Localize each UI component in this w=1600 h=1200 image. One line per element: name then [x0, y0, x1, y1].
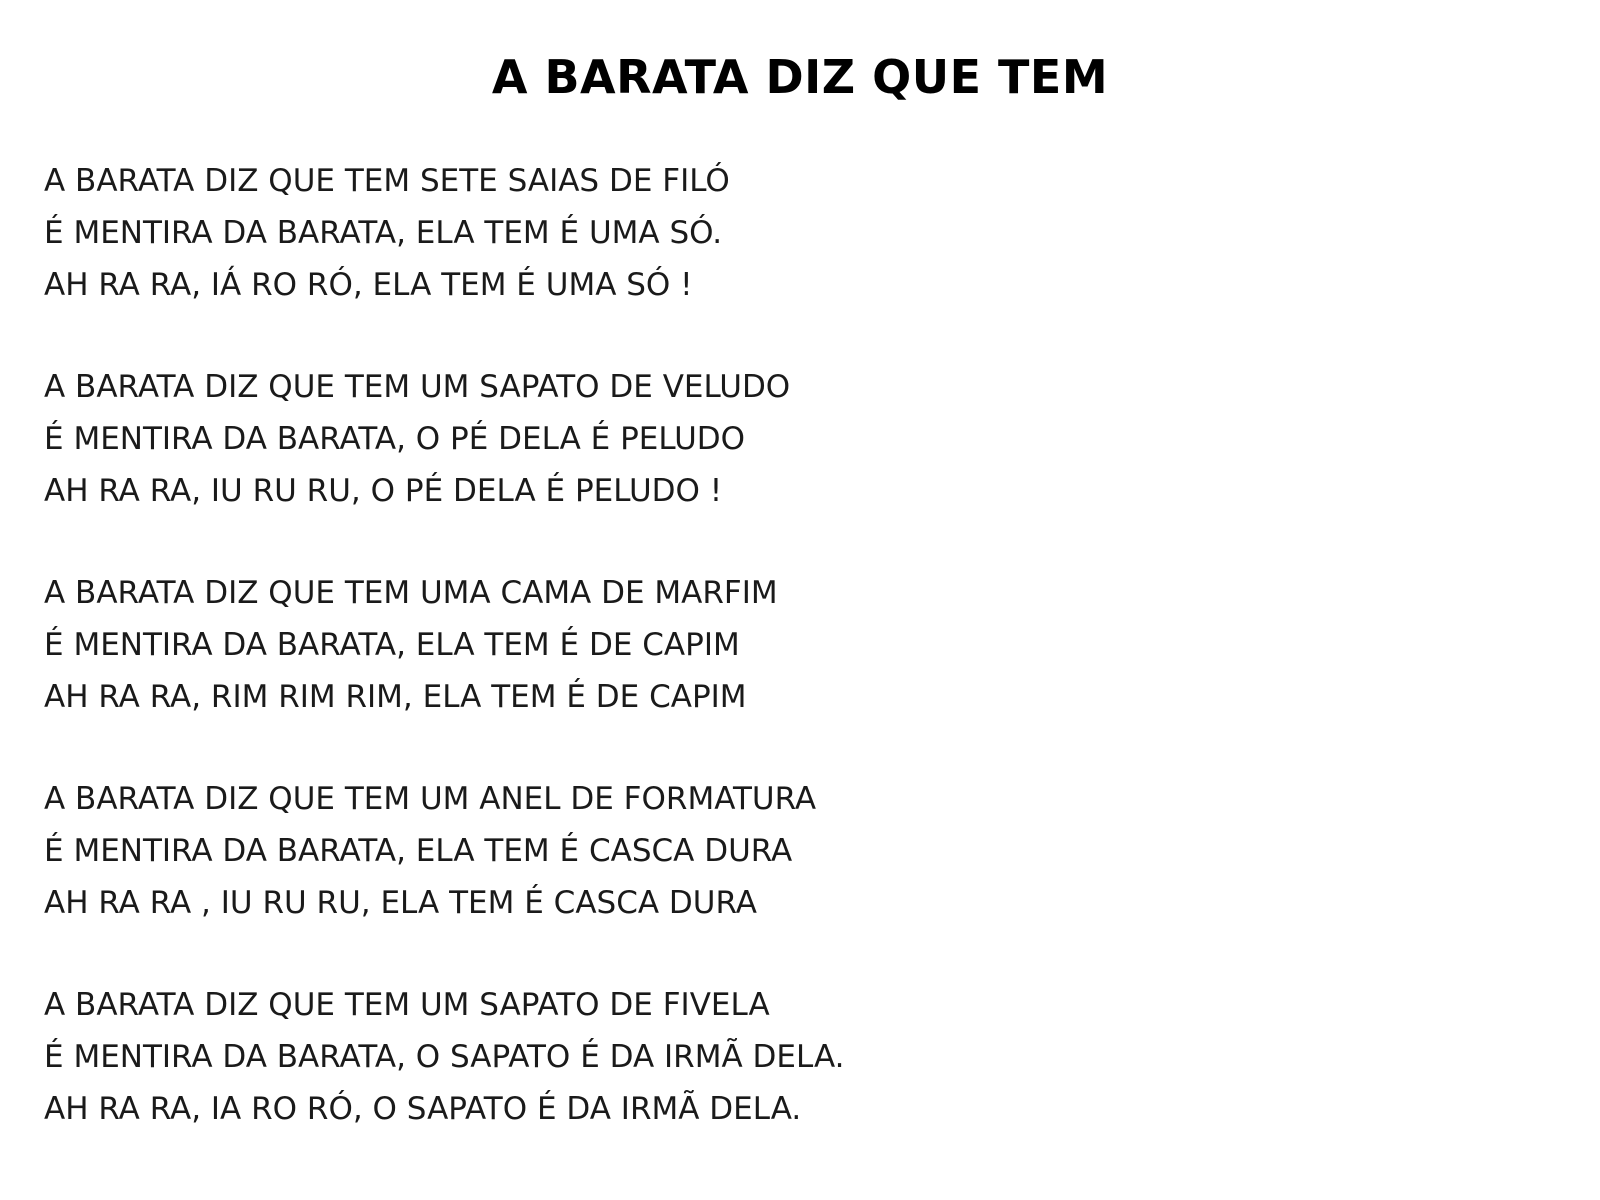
lyric-line: A BARATA DIZ QUE TEM SETE SAIAS DE FILÓ: [44, 162, 730, 199]
lyric-line: A BARATA DIZ QUE TEM UM SAPATO DE FIVELA: [44, 986, 770, 1023]
lyric-line: É MENTIRA DA BARATA, ELA TEM É DE CAPIM: [44, 626, 740, 663]
lyric-line: É MENTIRA DA BARATA, O SAPATO É DA IRMÃ DELA.: [44, 1038, 845, 1075]
stanza: [44, 361, 1600, 517]
lyric-line: A BARATA DIZ QUE TEM UM SAPATO DE VELUDO: [44, 368, 791, 405]
lyrics-body: [0, 103, 1600, 1135]
lyric-line: A BARATA DIZ QUE TEM UMA CAMA DE MARFIM: [44, 574, 778, 611]
stanza: [44, 979, 1600, 1135]
lyric-line: AH RA RA , IU RU RU, ELA TEM É CASCA DURA: [44, 884, 757, 921]
lyric-line: É MENTIRA DA BARATA, ELA TEM É UMA SÓ.: [44, 214, 723, 251]
stanza: [44, 567, 1600, 723]
lyric-line: A BARATA DIZ QUE TEM UM ANEL DE FORMATURA: [44, 780, 817, 817]
page-title: A BARATA DIZ QUE TEM: [491, 50, 1109, 104]
lyric-line: É MENTIRA DA BARATA, O PÉ DELA É PELUDO: [44, 420, 746, 457]
lyric-line: AH RA RA, IA RO RÓ, O SAPATO É DA IRMÃ DELA.: [44, 1090, 802, 1127]
lyric-line: AH RA RA, IÁ RO RÓ, ELA TEM É UMA SÓ !: [44, 266, 693, 303]
lyric-line: AH RA RA, RIM RIM RIM, ELA TEM É DE CAPIM: [44, 678, 747, 715]
stanza: [44, 773, 1600, 929]
stanza: [44, 155, 1600, 311]
lyric-line: É MENTIRA DA BARATA, ELA TEM É CASCA DURA: [44, 832, 793, 869]
lyric-line: AH RA RA, IU RU RU, O PÉ DELA É PELUDO !: [44, 472, 723, 509]
